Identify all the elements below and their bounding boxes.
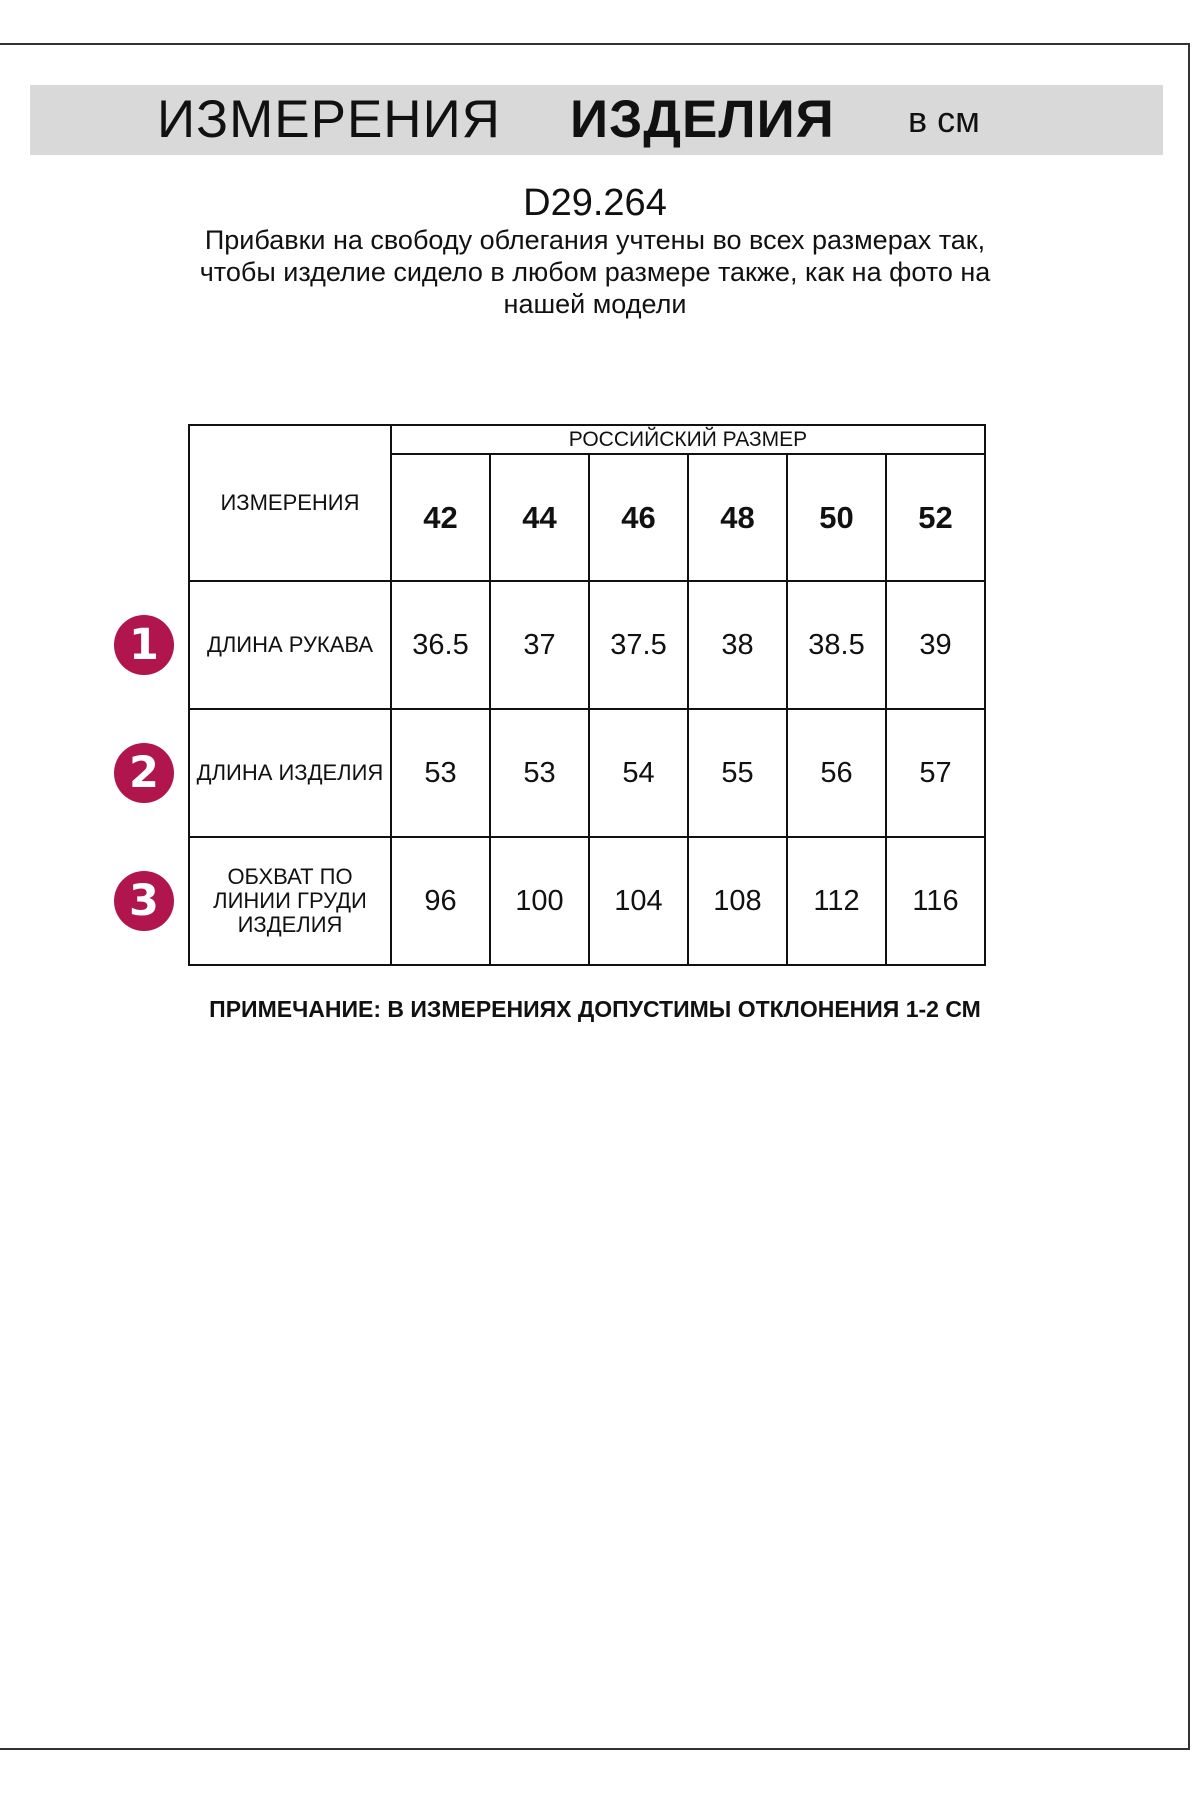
- table-cell: 100: [490, 837, 589, 965]
- table-cell: 38.5: [787, 581, 886, 709]
- table-cell: 38: [688, 581, 787, 709]
- title-measurements: ИЗМЕРЕНИЯ: [157, 90, 501, 149]
- table-cell: 96: [391, 837, 490, 965]
- row-label: ОБХВАТ ПО ЛИНИИ ГРУДИ ИЗДЕЛИЯ: [189, 837, 391, 965]
- table-cell: 37.5: [589, 581, 688, 709]
- size-table: [188, 424, 986, 966]
- fit-note: Прибавки на свободу облегания учтены во всех размерах так, чтобы изделие сидело в любом размере также, как на фото на нашей модели: [199, 225, 991, 319]
- table-cell: 112: [787, 837, 886, 965]
- product-code: D29.264: [523, 182, 667, 224]
- table-cell: 116: [886, 837, 985, 965]
- row-label: ДЛИНА РУКАВА: [189, 581, 391, 709]
- badge-number-2: 2: [114, 743, 174, 803]
- table-row-product-length: [189, 709, 985, 837]
- table-cell: 39: [886, 581, 985, 709]
- table-cell: 57: [886, 709, 985, 837]
- badge-number-3: 3: [114, 871, 174, 931]
- title-product: ИЗДЕЛИЯ: [570, 90, 835, 149]
- tolerance-note: ПРИМЕЧАНИЕ: В ИЗМЕРЕНИЯХ ДОПУСТИМЫ ОТКЛОНЕНИЯ 1-2 СМ: [209, 996, 981, 1022]
- size-header: 52: [886, 454, 985, 581]
- table-row-chest-girth: [189, 837, 985, 965]
- badge-number-1: 1: [114, 615, 174, 675]
- title-unit: в см: [908, 99, 980, 140]
- table-cell: 53: [490, 709, 589, 837]
- table-cell: 36.5: [391, 581, 490, 709]
- table-cell: 37: [490, 581, 589, 709]
- row-label: ДЛИНА ИЗДЕЛИЯ: [189, 709, 391, 837]
- measure-header: ИЗМЕРЕНИЯ: [189, 425, 391, 581]
- table-cell: 56: [787, 709, 886, 837]
- table-row-sleeve-length: [189, 581, 985, 709]
- table-cell: 55: [688, 709, 787, 837]
- table-cell: 108: [688, 837, 787, 965]
- table-cell: 53: [391, 709, 490, 837]
- size-header: 42: [391, 454, 490, 581]
- table-cell: 54: [589, 709, 688, 837]
- size-header: 48: [688, 454, 787, 581]
- size-header: 46: [589, 454, 688, 581]
- size-group-header: РОССИЙСКИЙ РАЗМЕР: [391, 425, 985, 454]
- title-bar: [30, 85, 1163, 155]
- size-header: 44: [490, 454, 589, 581]
- size-header: 50: [787, 454, 886, 581]
- table-cell: 104: [589, 837, 688, 965]
